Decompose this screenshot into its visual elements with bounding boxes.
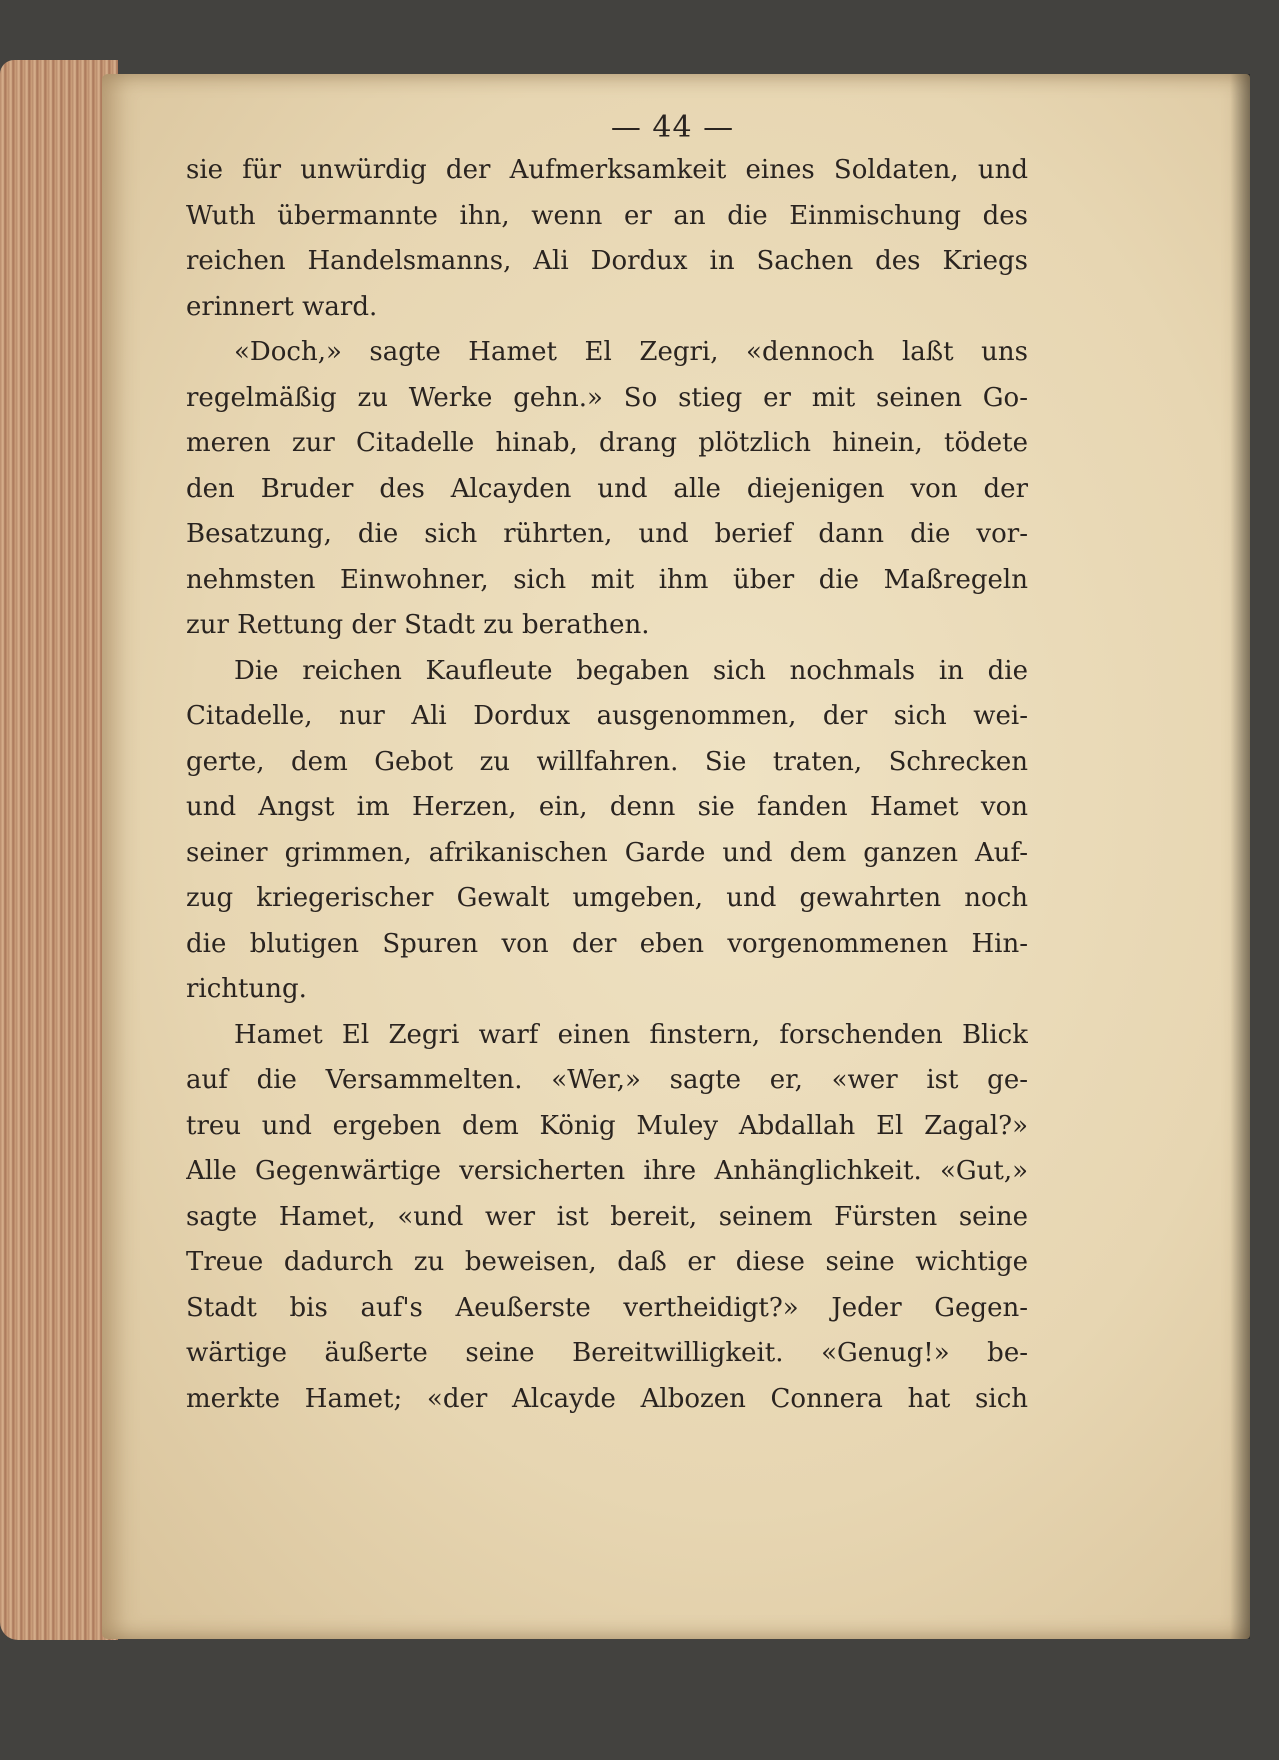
text-line: Wuth übermannte ihn, wenn er an die Einmischung des xyxy=(186,200,1028,231)
text-line: treu und ergeben dem König Muley Abdallah El Zagal?» xyxy=(186,1110,1028,1141)
text-line: auf die Versammelten. «Wer,» sagte er, «wer ist ge- xyxy=(186,1065,1028,1095)
page-gutter-shadow xyxy=(1230,74,1250,1639)
text-line: regelmäßig zu Werke gehn.» So stieg er mit seinen Go- xyxy=(186,382,1028,413)
text-line: Citadelle, nur Ali Dordux ausgenommen, der sich wei- xyxy=(186,701,1028,731)
text-line: reichen Handelsmanns, Ali Dordux in Sachen des Kriegs xyxy=(186,246,1028,276)
text-line: seiner grimmen, afrikanischen Garde und dem ganzen Auf- xyxy=(186,837,1028,868)
text-line: Die reichen Kaufleute begaben sich nochmals in die xyxy=(234,655,1028,686)
text-line: merkte Hamet; «der Alcayde Albozen Connera hat sich xyxy=(186,1383,1028,1414)
text-line: Besatzung, die sich rührten, und berief dann die vor- xyxy=(186,519,1028,549)
text-line: gerte, dem Gebot zu willfahren. Sie traten, Schrecken xyxy=(186,746,1028,777)
page-edges xyxy=(0,60,118,1640)
text-line: Treue dadurch zu beweisen, daß er diese seine wichtige xyxy=(186,1247,1028,1277)
text-line: erinnert ward. xyxy=(186,291,378,322)
text-line: sie für unwürdig der Aufmerksamkeit eines Soldaten, und xyxy=(186,155,1028,185)
text-line: «Doch,» sagte Hamet El Zegri, «dennoch laßt uns xyxy=(234,337,1028,367)
page-number: — 44 — xyxy=(610,110,735,145)
text-line: wärtige äußerte seine Bereitwilligkeit. «Genug!» be- xyxy=(186,1338,1028,1368)
text-line: Stadt bis auf's Aeußerste vertheidigt?» Jeder Gegen- xyxy=(186,1292,1028,1323)
text-line: nehmsten Einwohner, sich mit ihm über die Maßregeln xyxy=(186,564,1028,595)
text-line: Hamet El Zegri warf einen finstern, forschenden Blick xyxy=(234,1019,1028,1050)
text-line: zug kriegerischer Gewalt umgeben, und gewahrten noch xyxy=(186,883,1028,913)
text-line: die blutigen Spuren von der eben vorgenommenen Hin- xyxy=(186,928,1028,959)
text-line: zur Rettung der Stadt zu berathen. xyxy=(186,610,650,640)
text-line: richtung. xyxy=(186,974,307,1004)
text-line: sagte Hamet, «und wer ist bereit, seinem Fürsten seine xyxy=(186,1201,1028,1232)
text-line: Alle Gegenwärtige versicherten ihre Anhänglichkeit. «Gut,» xyxy=(186,1156,1028,1186)
text-line: den Bruder des Alcayden und alle diejenigen von der xyxy=(186,473,1028,504)
text-line: und Angst im Herzen, ein, denn sie fanden Hamet von xyxy=(186,792,1028,822)
text-line: meren zur Citadelle hinab, drang plötzlich hinein, tödete xyxy=(186,428,1028,458)
page-text xyxy=(186,148,1028,1422)
